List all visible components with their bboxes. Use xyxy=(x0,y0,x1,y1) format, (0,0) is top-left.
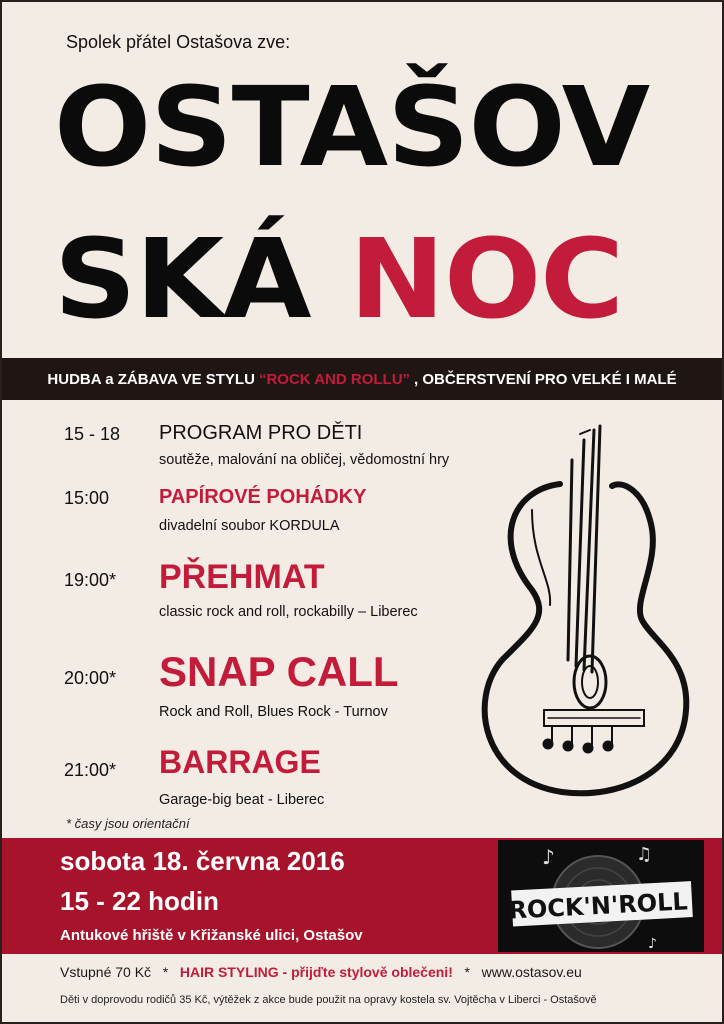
svg-text:♪: ♪ xyxy=(542,845,555,869)
footer-line xyxy=(60,964,700,980)
title-line-1: OSTAŠOV xyxy=(54,63,650,191)
program-name: BARRAGE xyxy=(159,744,321,780)
entry-price: Vstupné 70 Kč xyxy=(60,964,152,980)
program-item xyxy=(64,558,504,618)
hair-styling: HAIR STYLING - přijďte stylově oblečeni! xyxy=(179,964,453,980)
program-name: PROGRAM PRO DĚTI xyxy=(159,422,363,444)
event-date: sobota 18. června 2016 xyxy=(60,846,345,876)
program-sub: Garage-big beat - Liberec xyxy=(159,792,325,808)
program-sub: Rock and Roll, Blues Rock - Turnov xyxy=(159,704,388,720)
program-time: 15 - 18 xyxy=(64,424,121,444)
banner xyxy=(2,358,722,400)
title-noc: NOC xyxy=(349,215,624,343)
separator: * xyxy=(464,964,470,980)
program-name: SNAP CALL xyxy=(159,648,399,695)
program-sub: classic rock and roll, rockabilly – Liberec xyxy=(159,604,418,620)
program-time: 19:00* xyxy=(64,570,117,590)
program-item xyxy=(64,742,504,812)
intro-text: Spolek přátel Ostašova zve: xyxy=(66,32,291,52)
program-name: PŘEHMAT xyxy=(159,558,325,596)
event-place: Antukové hřiště v Křižanské ulici, Ostašov xyxy=(60,927,363,944)
banner-before: HUDBA a ZÁBAVA VE STYLU xyxy=(47,370,255,388)
event-hours: 15 - 22 hodin xyxy=(60,886,219,916)
program-item xyxy=(64,648,504,724)
svg-text:♪: ♪ xyxy=(648,936,657,952)
rock-n-roll-logo-icon xyxy=(498,840,704,952)
program-sub: divadelní soubor KORDULA xyxy=(159,518,340,534)
program-time: 15:00 xyxy=(64,488,110,508)
program-time: 21:00* xyxy=(64,760,117,780)
program-name: PAPÍROVÉ POHÁDKY xyxy=(159,486,367,508)
time-note: * časy jsou orientační xyxy=(66,816,190,831)
banner-highlight: “ROCK AND ROLLU” xyxy=(258,370,411,388)
title-ska: SKÁ xyxy=(54,215,311,343)
title-line-2 xyxy=(54,215,624,343)
program-sub: soutěže, malování na obličej, vědomostní hry xyxy=(159,452,450,468)
program-item xyxy=(64,420,504,470)
guitar-icon xyxy=(472,420,702,820)
footer-small: Děti v doprovodu rodičů 35 Kč, výtěžek z akce bude použit na opravy kostela sv. Vojtěcha v Liberci - Ostašově xyxy=(60,994,597,1006)
separator: * xyxy=(162,964,169,980)
svg-text:♫: ♫ xyxy=(636,844,653,865)
program-time: 20:00* xyxy=(64,668,117,688)
logo-text: ROCK'N'ROLL xyxy=(507,887,689,925)
program-item xyxy=(64,484,504,534)
website-link[interactable]: www.ostasov.eu xyxy=(481,964,582,980)
banner-after: , OBČERSTVENÍ PRO VELKÉ I MALÉ xyxy=(414,370,677,388)
rock-n-roll-logo xyxy=(498,840,704,952)
